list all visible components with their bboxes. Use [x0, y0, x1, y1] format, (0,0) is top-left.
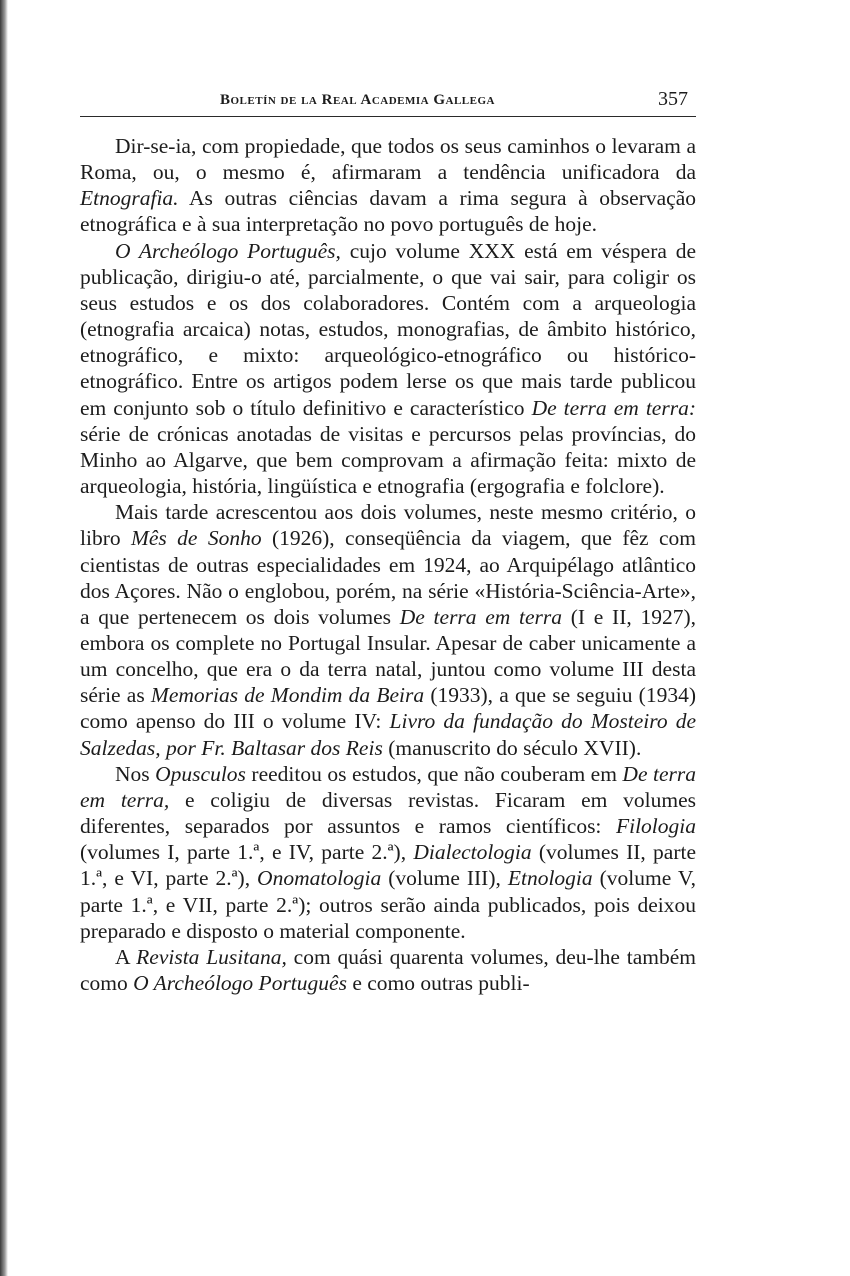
running-title: Boletín de la Real Academia Gallega: [220, 92, 495, 108]
text-run: (volumes II, parte 1.ª, e VI, parte 2.ª),: [80, 840, 697, 891]
paragraph: [80, 133, 696, 238]
document-page: [80, 88, 696, 996]
italic-text: Dialectologia: [413, 840, 532, 865]
text-run: Dir-se-ia, com propiedade, que todos os seus caminhos o levaram a Roma, ou, o mesmo é, afirmaram a tendência unificadora da: [80, 134, 696, 185]
text-run: com quási quarenta volumes, deu-lhe também como: [80, 944, 696, 995]
italic-text: Revista Lusitana,: [136, 944, 287, 969]
italic-text: De terra em terra:: [531, 395, 696, 420]
italic-text: Memorias de Mondim da Beira: [150, 683, 425, 708]
text-run: cujo volume XXX está em véspera de publicação, dirigiu-o até, parcialmente, o que vai sair, para coligir os seus estudos e os dos colaboradores. Contém com a arqueologia (etnografia arcaica) notas, estudos, monografias, de âmbito histórico, etnográfico, e mixto: arqueológico-etnográfico ou histórico-etnográfico. Entre os artigos podem lerse os que mais tarde publicou em conjunto sob o título definitivo e característico: [80, 238, 696, 420]
italic-text: O Archeólogo Português,: [115, 238, 341, 263]
paragraph: [80, 944, 696, 996]
italic-text: Filologia: [615, 814, 696, 839]
text-run: reeditou os estudos, que não couberam em: [245, 761, 623, 786]
running-header: [80, 88, 696, 117]
italic-text: Onomatologia: [257, 866, 382, 891]
body-text: [80, 133, 696, 996]
italic-text: Livro da fundação do Mosteiro de Salzedas, por Fr. Baltasar dos Reis: [80, 709, 696, 760]
italic-text: O Archeólogo Português: [133, 971, 347, 995]
text-run: (volume III),: [381, 866, 508, 891]
text-run: (1933), a que se seguiu (1934) como apenso do III o volume IV:: [80, 683, 696, 734]
paragraph: [80, 238, 696, 500]
italic-text: Opusculos: [155, 761, 246, 786]
text-run: (volumes I, parte 1.ª, e IV, parte 2.ª),: [80, 840, 414, 865]
italic-text: Etnologia: [507, 866, 593, 891]
text-run: Nos: [115, 761, 156, 786]
text-run: A: [115, 944, 137, 969]
text-run: (manuscrito do século XVII).: [382, 735, 642, 760]
italic-text: Mês de Sonho: [130, 526, 262, 551]
text-run: (volume V, parte 1.ª, e VII, parte 2.ª); outros serão ainda publicados, pois deixou preparado e disposto o material componente.: [80, 866, 696, 943]
text-run: e como outras publi-: [346, 971, 530, 995]
text-run: As outras ciências davam a rima segura à observação etnográfica e à sua interpretação no povo português de hoje.: [80, 186, 696, 237]
text-run: (1926), conseqüência da viagem, que fêz com cientistas de outras especialidades em 1924, ao Arquipélago atlântico dos Açores. Não o englobou, porém, na série «História-Sciência-Arte», a que pertenecem os dois volumes: [80, 526, 696, 629]
paragraph: [80, 499, 696, 761]
page-edge-shadow: [0, 0, 8, 1276]
italic-text: Etnografia.: [80, 186, 179, 211]
text-run: e coligiu de diversas revistas. Ficaram em volumes diferentes, separados por assuntos e ramos científicos:: [80, 787, 696, 839]
paragraph: [80, 761, 696, 944]
italic-text: De terra em terra,: [80, 761, 696, 812]
text-run: Mais tarde acrescentou aos dois volumes, neste mesmo critério, o libro: [80, 500, 696, 551]
page-number: 357: [658, 88, 688, 110]
text-run: (I e II, 1927), embora os complete no Portugal Insular. Apesar de caber unicamente a um concelho, que era o da terra natal, juntou como volume III desta série as: [80, 604, 696, 708]
text-run: série de crónicas anotadas de visitas e percursos pelas províncias, do Minho ao Algarve, que bem comprovam a afirmação feita: mixto de arqueologia, história, lingüística e etnografia (ergografia e folclore).: [80, 421, 696, 499]
italic-text: De terra em terra: [399, 604, 563, 629]
